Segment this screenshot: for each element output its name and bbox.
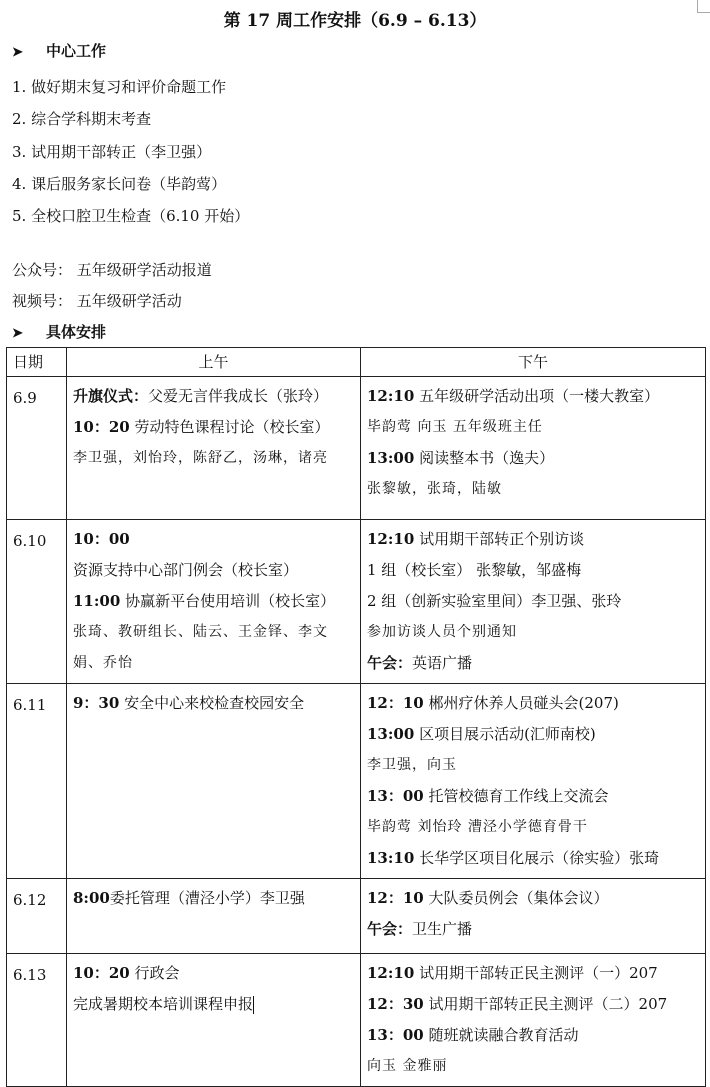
header-date: 日期 (7, 348, 67, 377)
row-am-cell (67, 954, 361, 1087)
entry-time: 11:00 (73, 592, 121, 610)
entry-text: 委托管理（漕泾小学）李卫强 (109, 889, 305, 907)
table-row (7, 520, 706, 684)
entry-text: 李卫强，刘怡玲，陈舒乙，汤琳，诸亮 (73, 450, 328, 466)
row-pm-cell (361, 377, 706, 520)
entry-text: 完成暑期校本培训课程申报 (73, 995, 254, 1013)
entry-text: 五年级研学活动出项（一楼大教室） (414, 387, 660, 405)
row-am-cell (67, 879, 361, 954)
am-entry (73, 412, 354, 443)
entry-time: 12：30 (367, 995, 424, 1013)
entry-time: 10：20 (73, 418, 130, 436)
entry-text: 参加访谈人员个别通知 (367, 624, 517, 640)
row-date: 6.9 (7, 377, 67, 520)
entry-text: 资源支持中心部门例会（校长室） (73, 561, 299, 579)
entry-text: 大队委员例会（集体会议） (423, 889, 609, 907)
am-entry (73, 586, 354, 617)
entry-time: 10：20 (73, 964, 130, 982)
entry-text: 长华学区项目化展示（徐实验）张琦 (414, 849, 660, 867)
pm-entry (367, 1051, 699, 1082)
entry-time: 13：00 (367, 1026, 424, 1044)
row-am-cell (67, 377, 361, 520)
entry-time: 13:10 (367, 849, 415, 867)
entry-text: 区项目展示活动(汇师南校) (414, 725, 596, 743)
entry-time: 12：10 (367, 889, 424, 907)
entry-time: 9：30 (73, 694, 120, 712)
row-pm-cell (361, 879, 706, 954)
entry-text: 阅读整本书（逸夫） (414, 449, 555, 467)
video-account-line: 视频号： 五年级研学活动 (12, 292, 182, 310)
center-work-heading-text: 中心工作 (46, 42, 107, 60)
row-date: 6.12 (7, 879, 67, 954)
entry-time: 8:00 (73, 889, 110, 907)
entry-text: 试用期干部转正个别访谈 (414, 530, 585, 548)
entry-text: 协赢新平台使用培训（校长室） (120, 592, 336, 610)
entry-time: 13：00 (367, 787, 424, 805)
entry-text: 安全中心来校检查校园安全 (119, 694, 305, 712)
pm-entry (367, 812, 699, 843)
center-item-4: 4. 课后服务家长问卷（毕韵莺） (12, 175, 227, 193)
am-entry (73, 958, 354, 989)
entry-time: 升旗仪式： (73, 387, 149, 405)
pm-entry (367, 883, 699, 914)
page-title: 第 17 周工作安排（6.9 – 6.13） (223, 11, 487, 31)
table-row (7, 879, 706, 954)
entry-time: 午会： (367, 920, 413, 938)
text-cursor (253, 996, 254, 1014)
header-am: 上午 (67, 348, 361, 377)
pm-entry (367, 412, 699, 443)
am-entry (73, 443, 354, 474)
entry-text: 随班就读融合教育活动 (423, 1026, 579, 1044)
am-entry (73, 883, 354, 914)
entry-text: 试用期干部转正民主测评（一）207 (414, 964, 658, 982)
pm-entry (367, 617, 699, 648)
am-entry (73, 381, 354, 412)
center-item-2: 2. 综合学科期末考查 (12, 110, 152, 128)
row-pm-cell (361, 684, 706, 879)
public-account-line: 公众号： 五年级研学活动报道 (12, 261, 212, 279)
center-item-1: 1. 做好期末复习和评价命题工作 (12, 78, 227, 96)
am-entry (73, 524, 354, 586)
entry-text: 父爱无言伴我成长（张玲） (148, 387, 329, 405)
center-item-3: 3. 试用期干部转正（李卫强） (12, 143, 212, 161)
entry-text: 毕韵莺 向玉 五年级班主任 (367, 419, 543, 435)
entry-text: 张琦、教研组长、陆云、王金铎、李文娟、乔怡 (73, 624, 328, 671)
entry-time: 13:00 (367, 725, 415, 743)
entry-text: 试用期干部转正民主测评（二）207 (423, 995, 668, 1013)
schedule-heading-text: 具体安排 (46, 323, 107, 341)
table-header-row (7, 348, 706, 377)
am-entry (73, 989, 354, 1020)
pm-entry (367, 443, 699, 474)
entry-text: 2 组（创新实验室里间）李卫强、张玲 (367, 592, 622, 610)
center-item-5: 5. 全校口腔卫生检查（6.10 开始） (12, 207, 250, 225)
row-am-cell (67, 520, 361, 684)
entry-text: 1 组（校长室） 张黎敏，邹盛梅 (367, 561, 582, 579)
entry-text: 劳动特色课程讨论（校长室） (129, 418, 330, 436)
entry-text: 郴州疗休养人员碰头会(207) (423, 694, 619, 712)
pm-entry (367, 843, 699, 874)
am-entry (73, 617, 354, 679)
entry-time: 13:00 (367, 449, 415, 467)
entry-time: 12:10 (367, 964, 415, 982)
row-date: 6.13 (7, 954, 67, 1087)
pm-entry (367, 781, 699, 812)
schedule-heading (12, 321, 106, 342)
schedule-table (6, 347, 706, 1087)
pm-entry (367, 750, 699, 781)
header-pm: 下午 (361, 348, 706, 377)
row-date: 6.11 (7, 684, 67, 879)
pm-entry (367, 648, 699, 679)
entry-text: 卫生广播 (412, 920, 473, 938)
entry-time: 12:10 (367, 387, 415, 405)
pm-entry (367, 474, 699, 505)
entry-time: 12：10 (367, 694, 424, 712)
row-am-cell (67, 684, 361, 879)
entry-text: 英语广播 (412, 654, 473, 672)
pm-entry (367, 719, 699, 750)
am-entry (73, 688, 354, 719)
entry-text: 托管校德育工作线上交流会 (423, 787, 609, 805)
center-work-heading (12, 40, 106, 61)
pm-entry (367, 381, 699, 412)
row-date: 6.10 (7, 520, 67, 684)
table-row (7, 377, 706, 520)
pm-entry (367, 524, 699, 555)
pm-entry (367, 1020, 699, 1051)
table-row (7, 954, 706, 1087)
arrow-bullet-icon: ➤ (12, 326, 23, 341)
row-pm-cell (361, 954, 706, 1087)
entry-text: 向玉 金雅丽 (367, 1058, 448, 1074)
pm-entry (367, 555, 699, 586)
entry-text: 毕韵莺 刘怡玲 漕泾小学德育骨干 (367, 819, 588, 835)
entry-text: 李卫强，向玉 (367, 757, 457, 773)
entry-time: 午会： (367, 654, 413, 672)
entry-time: 10：00 (73, 530, 130, 548)
pm-entry (367, 586, 699, 617)
table-row (7, 684, 706, 879)
pm-entry (367, 989, 699, 1020)
pm-entry (367, 914, 699, 945)
pm-entry (367, 958, 699, 989)
entry-text: 张黎敏，张琦，陆敏 (367, 481, 502, 497)
entry-time: 12:10 (367, 530, 415, 548)
arrow-bullet-icon: ➤ (12, 45, 23, 60)
entry-text: 行政会 (129, 964, 180, 982)
pm-entry (367, 688, 699, 719)
row-pm-cell (361, 520, 706, 684)
